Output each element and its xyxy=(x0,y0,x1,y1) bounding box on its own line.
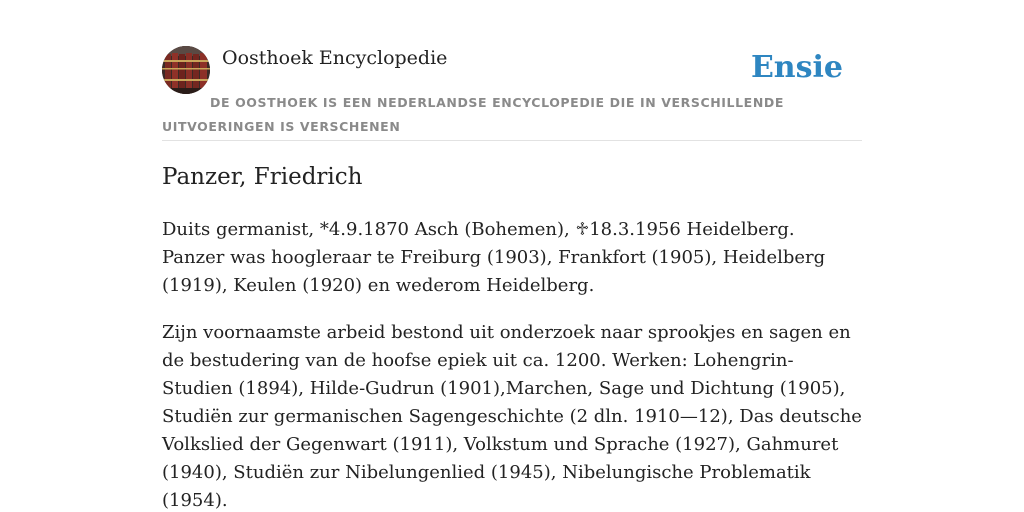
books-icon xyxy=(162,46,210,94)
site-header xyxy=(162,46,862,141)
encyclopedia-books-avatar[interactable] xyxy=(162,46,210,94)
site-tagline: DE OOSTHOEK IS EEN NEDERLANDSE ENCYCLOPEDIE DIE IN VERSCHILLENDE UITVOERINGEN IS VERSCHENEN xyxy=(162,95,784,134)
ensie-logo-link[interactable]: Ensie xyxy=(750,50,843,85)
article-paragraph: Zijn voornaamste arbeid bestond uit onderzoek naar sprookjes en sagen en de bestudering van de hoofse epiek uit ca. 1200. Werken: Lohengrin-Studien (1894), Hilde-Gudrun (1901),Marchen, Sage und Dichtung (1905), Studiën zur germanischen Sagengeschichte (2 dln. 1910—12), Das deutsche Volkslied der Gegenwart (1911), Volkstum und Sprache (1927), Gahmuret (1940), Studiën zur Nibelungenlied (1945), Nibelungische Problematik (1954). xyxy=(162,322,862,511)
article-body xyxy=(162,216,862,512)
site-title[interactable]: Oosthoek Encyclopedie xyxy=(222,47,448,69)
article-title: Panzer, Friedrich xyxy=(162,164,363,190)
article-paragraph: Duits germanist, *4.9.1870 Asch (Bohemen), ♱18.3.1956 Heidelberg. Panzer was hoogleraar te Freiburg (1903), Frankfort (1905), Heidelberg (1919), Keulen (1920) en wederom Heidelberg. xyxy=(162,219,826,296)
